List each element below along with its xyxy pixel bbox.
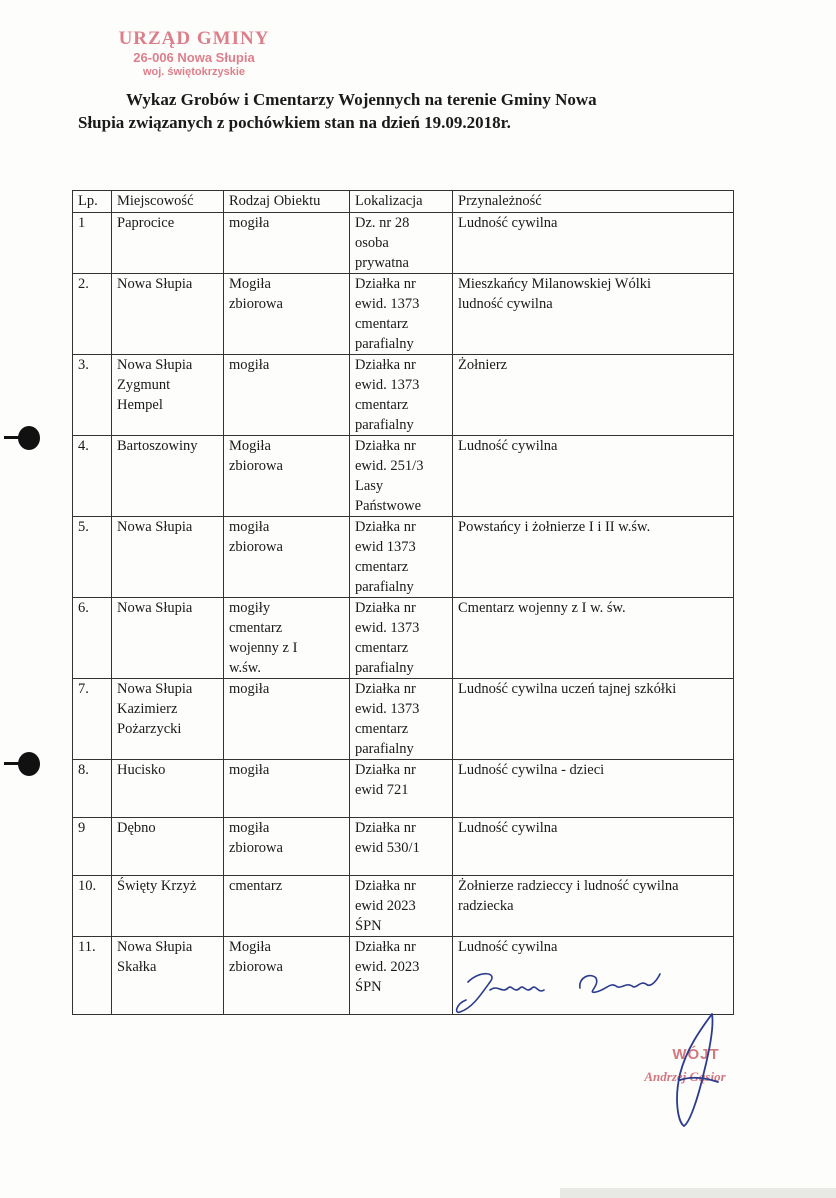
cell-text: Ludność cywilna uczeń tajnej szkółki xyxy=(458,681,677,697)
cell-text: mogiła zbiorowa xyxy=(229,519,283,555)
cell-text: Działka nr ewid 530/1 xyxy=(355,820,420,856)
cell-text: mogiła xyxy=(229,215,270,231)
row-lp xyxy=(73,598,112,679)
scan-edge-shadow xyxy=(560,1188,836,1198)
cell-text: Ludność cywilna xyxy=(458,820,558,836)
row-lp xyxy=(73,355,112,436)
row-location xyxy=(350,760,453,818)
row-object-type xyxy=(224,760,350,818)
cell-text: Żołnierze radzieccy i ludność cywilna radziecka xyxy=(458,878,679,914)
row-lp xyxy=(73,876,112,937)
row-object-type xyxy=(224,679,350,760)
row-location xyxy=(350,679,453,760)
table-row xyxy=(73,355,734,436)
cell-text: Nowa Słupia xyxy=(117,600,193,616)
cell-text: Działka nr ewid 721 xyxy=(355,762,416,798)
cell-text: Mogiła zbiorowa xyxy=(229,939,283,975)
table-row xyxy=(73,598,734,679)
cell-text: cmentarz xyxy=(229,878,283,894)
row-locality xyxy=(112,598,224,679)
table-row xyxy=(73,760,734,818)
row-object-type xyxy=(224,517,350,598)
cell-text: Cmentarz wojenny z I w. św. xyxy=(458,600,626,616)
mayor-stamp-name: Andrzej Gąsior xyxy=(644,1069,726,1084)
row-locality xyxy=(112,274,224,355)
row-lp xyxy=(73,760,112,818)
cell-text: 3. xyxy=(78,357,89,373)
row-affiliation xyxy=(453,274,734,355)
row-affiliation xyxy=(453,876,734,937)
cell-text: 10. xyxy=(78,878,97,894)
row-locality xyxy=(112,818,224,876)
cell-text: Mieszkańcy Milanowskiej Wólki ludność cywilna xyxy=(458,276,652,312)
row-lp xyxy=(73,213,112,274)
table-row xyxy=(73,517,734,598)
row-locality xyxy=(112,436,224,517)
cell-text: mogiły cmentarz wojenny z I w.św. xyxy=(229,600,298,676)
row-locality xyxy=(112,876,224,937)
cell-text: Działka nr ewid. 251/3 Lasy Państwowe xyxy=(355,438,424,514)
row-location xyxy=(350,436,453,517)
office-stamp xyxy=(104,28,284,79)
cell-text: 6. xyxy=(78,600,89,616)
row-locality xyxy=(112,355,224,436)
cell-text: mogiła xyxy=(229,762,270,778)
cell-text: Ludność cywilna - dzieci xyxy=(458,762,605,778)
row-affiliation xyxy=(453,355,734,436)
row-location xyxy=(350,818,453,876)
row-location xyxy=(350,517,453,598)
table-row xyxy=(73,679,734,760)
stamp-region: woj. świętokrzyskie xyxy=(142,66,246,78)
cell-text: Działka nr ewid. 1373 cmentarz parafialny xyxy=(355,600,420,676)
header-location: Lokalizacja xyxy=(350,191,453,213)
row-object-type xyxy=(224,436,350,517)
row-affiliation xyxy=(453,760,734,818)
header-object-type: Rodzaj Obiektu xyxy=(224,191,350,213)
cell-text: Nowa Słupia Zygmunt Hempel xyxy=(117,357,193,413)
cell-text: Ludność cywilna xyxy=(458,215,558,231)
cell-text: Ludność cywilna xyxy=(458,939,558,955)
cell-text: Działka nr ewid. 2023 ŚPN xyxy=(355,939,420,995)
table-row xyxy=(73,436,734,517)
row-object-type xyxy=(224,355,350,436)
row-object-type xyxy=(224,818,350,876)
row-affiliation xyxy=(453,679,734,760)
table-row xyxy=(73,818,734,876)
row-object-type xyxy=(224,274,350,355)
row-object-type xyxy=(224,876,350,937)
row-object-type xyxy=(224,213,350,274)
cell-text: Nowa Słupia xyxy=(117,276,193,292)
cell-text: Działka nr ewid 1373 cmentarz parafialny xyxy=(355,519,416,595)
row-location xyxy=(350,598,453,679)
cell-text: Mogiła zbiorowa xyxy=(229,276,283,312)
row-lp xyxy=(73,517,112,598)
row-object-type xyxy=(224,937,350,1015)
cell-text: Działka nr ewid. 1373 cmentarz parafialny xyxy=(355,357,420,433)
mayor-stamp-title: WÓJT xyxy=(672,1046,720,1063)
cell-text: Paprocice xyxy=(117,215,175,231)
row-affiliation xyxy=(453,598,734,679)
cell-text: Powstańcy i żołnierze I i II w.św. xyxy=(458,519,651,535)
row-affiliation xyxy=(453,818,734,876)
cell-text: 2. xyxy=(78,276,89,292)
mayor-signature xyxy=(620,1010,760,1130)
row-location xyxy=(350,213,453,274)
cell-text: 8. xyxy=(78,762,89,778)
cell-text: Działka nr ewid. 1373 cmentarz parafialny xyxy=(355,276,420,352)
cell-text: Nowa Słupia Skałka xyxy=(117,939,193,975)
cell-text: 5. xyxy=(78,519,89,535)
cell-text: 11. xyxy=(78,939,96,955)
punch-hole-mark xyxy=(18,426,40,450)
cell-text: Działka nr ewid 2023 ŚPN xyxy=(355,878,416,934)
cell-text: 7. xyxy=(78,681,89,697)
cell-text: 1 xyxy=(78,215,86,231)
cell-text: 9 xyxy=(78,820,86,836)
cell-text: Działka nr ewid. 1373 cmentarz parafialny xyxy=(355,681,420,757)
graves-table xyxy=(72,190,734,1015)
stamp-office-name: URZĄD GMINY xyxy=(118,28,270,49)
header-locality: Miejscowość xyxy=(112,191,224,213)
row-locality xyxy=(112,937,224,1015)
row-lp xyxy=(73,818,112,876)
cell-text: Ludność cywilna xyxy=(458,438,558,454)
table-row xyxy=(73,274,734,355)
table-row xyxy=(73,213,734,274)
row-location xyxy=(350,274,453,355)
table-header-row xyxy=(73,191,734,213)
cell-text: Żołnierz xyxy=(458,357,508,373)
punch-hole-mark xyxy=(18,752,40,776)
row-object-type xyxy=(224,598,350,679)
cell-text: Święty Krzyż xyxy=(117,878,197,894)
row-locality xyxy=(112,679,224,760)
row-lp xyxy=(73,679,112,760)
row-lp xyxy=(73,937,112,1015)
header-lp: Lp. xyxy=(73,191,112,213)
cell-text: Nowa Słupia Kazimierz Pożarzycki xyxy=(117,681,193,737)
cell-text: 4. xyxy=(78,438,89,454)
row-location xyxy=(350,937,453,1015)
row-lp xyxy=(73,274,112,355)
header-affiliation: Przynależność xyxy=(453,191,734,213)
cell-text: Bartoszowiny xyxy=(117,438,198,454)
row-locality xyxy=(112,213,224,274)
document-title xyxy=(78,88,758,134)
cell-text: Dz. nr 28 osoba prywatna xyxy=(355,215,410,271)
row-location xyxy=(350,355,453,436)
row-lp xyxy=(73,436,112,517)
table-row xyxy=(73,876,734,937)
cell-text: mogiła zbiorowa xyxy=(229,820,283,856)
row-location xyxy=(350,876,453,937)
row-locality xyxy=(112,760,224,818)
cell-text: mogiła xyxy=(229,357,270,373)
stamp-address: 26-006 Nowa Słupia xyxy=(133,50,255,65)
row-affiliation xyxy=(453,517,734,598)
row-locality xyxy=(112,517,224,598)
cell-text: mogiła xyxy=(229,681,270,697)
row-affiliation xyxy=(453,213,734,274)
title-line-2: Słupia związanych z pochówkiem stan na dzień 19.09.2018r. xyxy=(78,113,511,132)
title-line-1: Wykaz Grobów i Cmentarzy Wojennych na terenie Gminy Nowa xyxy=(126,90,597,109)
cell-text: Hucisko xyxy=(117,762,166,778)
cell-text: Dębno xyxy=(117,820,156,836)
row-affiliation xyxy=(453,436,734,517)
cell-text: Mogiła zbiorowa xyxy=(229,438,283,474)
cell-text: Nowa Słupia xyxy=(117,519,193,535)
